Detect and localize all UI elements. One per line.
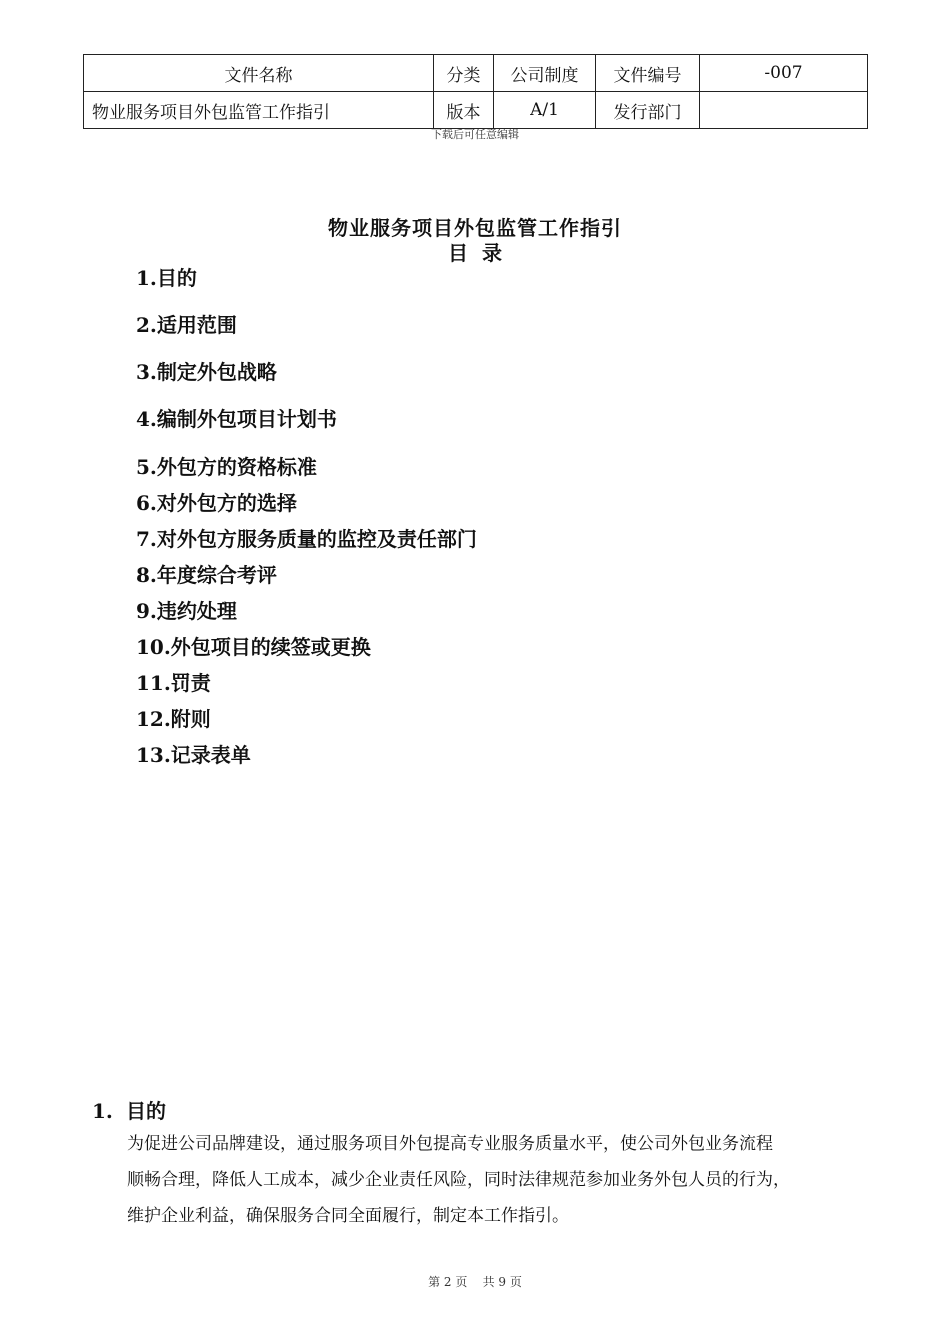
toc-item: 12.附则: [136, 707, 211, 731]
document-header-table: [83, 54, 868, 129]
toc-item: 4.编制外包项目计划书: [136, 407, 337, 431]
download-note: 下载后可任意编辑: [431, 128, 519, 141]
file-number-value: -007: [700, 55, 868, 92]
toc-item: 2.适用范围: [136, 313, 237, 337]
toc-item: 3.制定外包战略: [136, 360, 277, 384]
file-number-label: 文件编号: [596, 55, 700, 92]
header-row-2: [84, 92, 868, 129]
toc-item: 8.年度综合考评: [136, 563, 277, 587]
toc-item: 1.目的: [136, 266, 197, 290]
section-1-line: 顺畅合理，降低人工成本，减少企业责任风险，同时法律规范参加业务外包人员的行为，: [127, 1170, 790, 1190]
category-value: 公司制度: [494, 55, 596, 92]
file-name-value: 物业服务项目外包监管工作指引: [84, 92, 434, 129]
section-1-body: [127, 1126, 863, 1234]
version-value: A/1: [494, 92, 596, 129]
section-1-heading: [92, 1095, 166, 1124]
section-1-line: 维护企业利益，确保服务合同全面履行，制定本工作指引。: [127, 1206, 569, 1226]
toc-item: 9.违约处理: [136, 599, 237, 623]
toc-item: 10.外包项目的续签或更换: [136, 635, 371, 659]
section-1-title: 目的: [126, 1099, 166, 1123]
toc-item: 5.外包方的资格标准: [136, 455, 317, 479]
version-label: 版本: [434, 92, 494, 129]
toc-item: 13.记录表单: [136, 743, 251, 767]
file-name-label: 文件名称: [84, 55, 434, 92]
section-1-number: 1.: [92, 1099, 113, 1123]
document-title: 物业服务项目外包监管工作指引: [328, 216, 622, 240]
toc-item: 7.对外包方服务质量的监控及责任部门: [136, 527, 477, 551]
section-1-line: 为促进公司品牌建设，通过服务项目外包提高专业服务质量水平，使公司外包业务流程: [127, 1134, 773, 1154]
page-footer: 第 2 页 共 9 页: [428, 1275, 522, 1289]
header-row-1: [84, 55, 868, 92]
toc-item: 11.罚责: [136, 671, 211, 695]
issuing-dept-label: 发行部门: [596, 92, 700, 129]
category-label: 分类: [434, 55, 494, 92]
toc-item: 6.对外包方的选择: [136, 491, 297, 515]
toc-heading: 目 录: [448, 241, 502, 265]
issuing-dept-value: [700, 92, 868, 129]
